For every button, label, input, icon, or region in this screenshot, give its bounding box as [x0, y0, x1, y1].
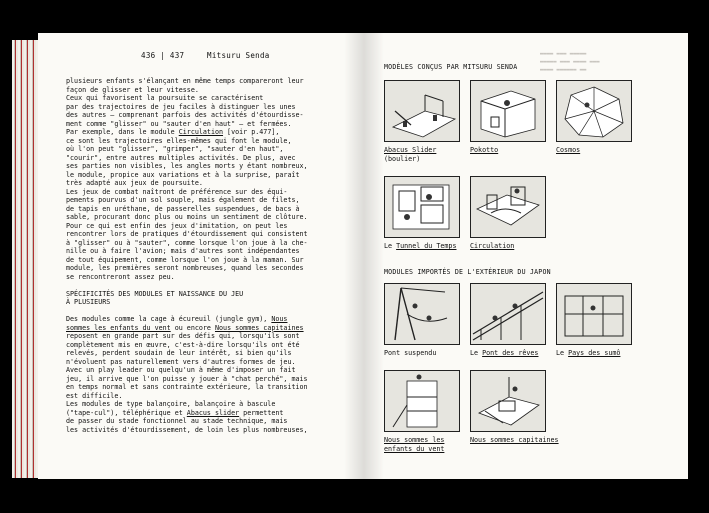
text-span: ses parties non visibles, les angles morts y étant nombreux,: [66, 162, 308, 170]
text-span: le module, propice aux variations et à la surprise, paraît: [66, 170, 300, 179]
text-line: [66, 366, 336, 375]
text-span: sable, procurant donc plus ou moins un sentiment de clôture.: [66, 213, 308, 221]
figure-cosmos: [556, 80, 632, 155]
text-line: [66, 417, 336, 426]
figure-circulation: [470, 176, 546, 251]
text-span: ou encore: [170, 323, 215, 332]
text-line: [66, 120, 336, 129]
text-span: ment comme "glisser" ou "sauter d'en haut" — et fermées.: [66, 119, 292, 128]
text-span: reposent en grande part sur des défis qui, lorsqu'ils sont: [66, 332, 300, 340]
text-line: [66, 392, 336, 401]
caption-link[interactable]: Tunnel du Temps: [396, 242, 457, 250]
text-span: très adapté aux jeux de poursuite.: [66, 179, 203, 187]
folio: 436 | 437: [141, 51, 185, 60]
text-span: des autres — comprenant parfois des activités d'étourdisse-: [66, 111, 304, 119]
illustration-long-bridge: [470, 283, 546, 345]
figure-caption: [470, 242, 546, 251]
section-title-senda: MODÈLES CONÇUS PAR MITSURU SENDA: [384, 63, 518, 71]
figure-capitaines: [470, 370, 559, 445]
illustration-maze: [470, 176, 546, 238]
figure-pont: [384, 283, 460, 358]
text-span: ce sont les trajectoires elles-mêmes qui font le module,: [66, 136, 292, 145]
text-line: [66, 230, 336, 239]
figure-caption: [470, 349, 546, 358]
figure-caption: [384, 146, 460, 163]
text-line: [66, 247, 336, 256]
figure-caption: [470, 146, 546, 155]
figure-abacus: [384, 80, 460, 163]
text-line: [66, 349, 336, 358]
text-span: [voir p.477],: [223, 128, 280, 136]
text-span: relevés, perdent soudain de leur intérêt, si bien qu'ils: [66, 349, 292, 357]
text-line: [66, 154, 336, 163]
text-span: SPÉCIFICITÉS DES MODULES ET NAISSANCE DU JEU: [66, 289, 244, 298]
figure-sumo: [556, 283, 632, 358]
illustration-tunnel: [384, 176, 460, 238]
text-span: rencontrer lors de pratiques d'étourdissement qui consistent: [66, 230, 308, 238]
text-line: [66, 94, 336, 103]
text-line: [66, 375, 336, 384]
section-title-imported: MODULES IMPORTÉS DE L'EXTÉRIEUR DU JAPON: [384, 268, 551, 276]
text-span: en temps normal et sans contrainte extérieure, la transition: [66, 383, 308, 391]
figure-caption: [384, 349, 460, 358]
caption-text: Pont suspendu: [384, 349, 437, 357]
text-line: [66, 409, 336, 418]
text-line: [66, 315, 336, 324]
text-span: permettent: [239, 408, 284, 417]
figure-caption: [384, 242, 460, 251]
caption-link[interactable]: Pokotto: [470, 146, 499, 154]
text-span: module, les premières seront nombreuses, quand les secondes: [66, 264, 304, 272]
caption-link[interactable]: Abacus Slider: [384, 146, 437, 154]
illustration-box-tower: [470, 80, 546, 142]
text-span: jeu, il arrive que l'on puisse y jouer à "chat perché", mais: [66, 374, 308, 383]
illustration-frame: [556, 283, 632, 345]
text-span: les activités d'étourdissement, de loin les plus nombreuses,: [66, 425, 308, 434]
text-line: [66, 86, 336, 95]
text-span: par des trajectoires de jeu faciles à distinguer les unes: [66, 102, 296, 111]
text-line: [66, 222, 336, 231]
text-span: de tout équipement, comme lorsque l'on joue à la maman. Sur: [66, 255, 304, 264]
text-line: [66, 400, 336, 409]
text-line: [66, 281, 336, 290]
show-through-text: ▬▬▬▬ ▬▬▬ ▬▬▬▬▬ ▬▬▬▬▬ ▬▬▬ ▬▬▬▬ ▬▬▬ ▬▬▬▬ ▬▬▬▬▬▬ ▬▬: [540, 51, 600, 73]
illustration-dome: [556, 80, 632, 142]
caption-text: Le: [384, 242, 397, 250]
text-span: n'évoluent pas naturellement vers d'autres formes de jeu.: [66, 357, 296, 366]
figure-tunnel: [384, 176, 460, 251]
text-span: de tapis en uréthane, de passerelles suspendues, de bacs à: [66, 204, 300, 213]
text-span: Par exemple, dans le module: [66, 128, 179, 136]
text-line: [66, 239, 336, 248]
caption-text: Le: [470, 349, 483, 357]
cross-reference-link[interactable]: sommes les enfants du vent: [66, 323, 171, 332]
text-line: [66, 213, 336, 222]
text-span: ("tape-cul"), téléphérique et: [66, 408, 187, 417]
figure-caption: [384, 436, 460, 453]
text-span: où l'on peut "glisser", "grimper", "sauter d'en haut",: [66, 145, 284, 153]
text-line: [66, 298, 336, 307]
text-line: [66, 162, 336, 171]
text-line: [66, 332, 336, 341]
caption-text: Le: [556, 349, 569, 357]
text-span: Des modules comme la cage à écureuil (jungle gym),: [66, 315, 272, 323]
caption-link[interactable]: Pont des rêves: [482, 349, 539, 357]
text-span: Avec un play leader ou quelqu'un à même d'imposer un fait: [66, 366, 296, 374]
cross-reference-link[interactable]: Nous: [271, 315, 288, 323]
text-span: Les jeux de combat naîtront de préférence sur des équi-: [66, 187, 288, 196]
text-span: "courir", entre autres multiples activités. De plus, avec: [66, 153, 296, 162]
illustration-tower: [384, 370, 460, 432]
text-line: [66, 171, 336, 180]
figure-pokotto: [470, 80, 546, 155]
text-span: complètement mis en œuvre, c'est-à-dire lorsqu'ils ont été: [66, 340, 300, 349]
caption-line-2: (boulier): [384, 154, 421, 163]
text-line: [66, 290, 336, 299]
caption-link[interactable]: Circulation: [470, 242, 515, 250]
cross-reference-link[interactable]: Abacus slider: [186, 408, 240, 417]
figure-caption: [556, 146, 632, 155]
cross-reference-link[interactable]: Circulation: [178, 128, 224, 136]
text-line: [66, 383, 336, 392]
text-line: [66, 205, 336, 214]
cross-reference-link[interactable]: Nous sommes capitaines: [214, 323, 304, 332]
illustration-ship: [470, 370, 546, 432]
text-span: se rencontreront assez peu.: [66, 272, 175, 281]
figure-caption: [556, 349, 632, 358]
text-span: de passer du stade fonctionnel au stade technique, mais: [66, 417, 288, 425]
text-line: [66, 188, 336, 197]
text-span: façon de glisser et leur vitesse.: [66, 85, 199, 94]
text-line: [66, 307, 336, 316]
text-line: [66, 273, 336, 282]
caption-link[interactable]: Nous sommes les: [384, 436, 445, 444]
caption-line-2: enfants du vent: [384, 444, 445, 453]
text-span: plusieurs enfants s'élançant en même temps compareront leur: [66, 77, 304, 85]
text-span: à "glisser" ou à "sauter", comme lorsque l'on joue à la che-: [66, 238, 308, 247]
text-span: À PLUSIEURS: [66, 298, 111, 306]
text-line: [66, 196, 336, 205]
running-head: Mitsuru Senda: [207, 51, 270, 60]
text-span: nille ou à faire l'avion; mais d'autres sont indépendantes: [66, 247, 300, 255]
text-line: [66, 256, 336, 265]
caption-link[interactable]: Nous sommes capitaines: [470, 436, 559, 444]
figure-reves: [470, 283, 546, 358]
figure-vent: [384, 370, 460, 453]
text-line: [66, 264, 336, 273]
text-line: [66, 341, 336, 350]
text-span: pements pourvus d'un sol souple, mais également de filets,: [66, 196, 300, 204]
text-line: [66, 103, 336, 112]
text-line: [66, 426, 336, 435]
illustration-slide-platform: [384, 80, 460, 142]
left-body-text: [66, 77, 336, 434]
text-line: [66, 358, 336, 367]
text-line: [66, 137, 336, 146]
caption-link[interactable]: Pays des sumô: [568, 349, 621, 357]
caption-link[interactable]: Cosmos: [556, 146, 581, 154]
text-line: [66, 324, 336, 333]
text-span: Les modules de type balançoire, balançoire à bascule: [66, 400, 276, 408]
illustration-rope-bridge: [384, 283, 460, 345]
figure-caption: [470, 436, 559, 445]
text-span: Pour ce qui est enfin des jeux d'imitation, on peut les: [66, 221, 288, 230]
text-line: [66, 111, 336, 120]
text-span: Ceux qui favorisent la poursuite se caractérisent: [66, 94, 264, 102]
text-line: [66, 145, 336, 154]
text-line: [66, 179, 336, 188]
text-line: [66, 128, 336, 137]
text-span: est difficile.: [66, 391, 123, 400]
text-line: [66, 77, 336, 86]
